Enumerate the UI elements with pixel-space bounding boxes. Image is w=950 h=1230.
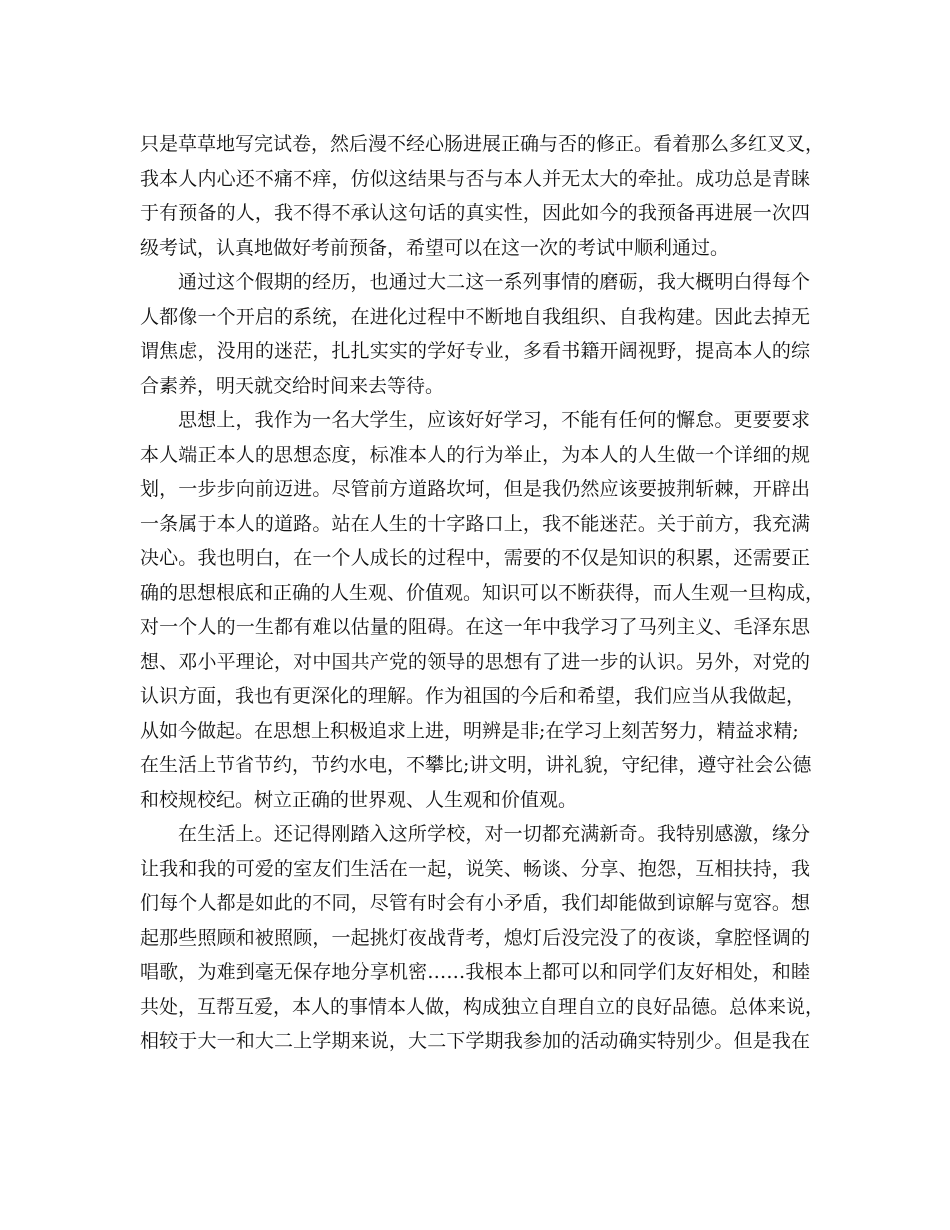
text-line: 划，一步步向前迈进。尽管前方道路坎坷，但是我仍然应该要披荆斩棘，开辟出 <box>140 478 810 500</box>
text-line: 确的思想根底和正确的人生观、价值观。知识可以不断获得，而人生观一旦构成， <box>140 581 825 604</box>
text-line: 决心。我也明白，在一个人成长的过程中，需要的不仅是知识的积累，还需要正 <box>140 547 810 569</box>
paragraph-first-line: 在生活上。还记得刚踏入这所学校，对一切都充满新奇。我特别感激，缘分 <box>178 823 810 845</box>
text-line: 谓焦虑，没用的迷茫，扎扎实实的学好专业，多看书籍开阔视野，提高本人的综 <box>140 340 810 362</box>
paragraph-first-line: 通过这个假期的经历，也通过大二这一系列事情的磨砺，我大概明白得每个 <box>178 271 810 293</box>
text-line: 唱歌，为难到毫无保存地分享机密……我根本上都可以和同学们友好相处，和睦 <box>140 961 810 983</box>
text-line: 起那些照顾和被照顾，一起挑灯夜战背考，熄灯后没完没了的夜谈，拿腔怪调的 <box>140 926 810 949</box>
text-line: 们每个人都是如此的不同，尽管有时会有小矛盾，我们却能做到谅解与宽容。想 <box>140 892 810 914</box>
text-line: 让我和我的可爱的室友们生活在一起，说笑、畅谈、分享、抱怨，互相扶持，我 <box>140 857 810 880</box>
text-line: 我本人内心还不痛不痒，仿似这结果与否与本人并无太大的牵扯。成功总是青睐 <box>140 167 810 190</box>
text-line: 在生活上节省节约，节约水电，不攀比;讲文明，讲礼貌，守纪律，遵守社会公德 <box>140 754 812 776</box>
text-line: 于有预备的人，我不得不承认这句话的真实性，因此如今的我预备再进展一次四 <box>140 202 810 224</box>
text-line: 共处，互帮互爱，本人的事情本人做，构成独立自理自立的良好品德。总体来说， <box>140 995 825 1018</box>
text-line: 想、邓小平理论，对中国共产党的领导的思想有了进一步的认识。另外，对党的 <box>140 650 810 673</box>
text-line: 和校规校纪。树立正确的世界观、人生观和价值观。 <box>140 788 578 811</box>
text-line: 合素养，明天就交给时间来去等待。 <box>140 374 445 397</box>
text-line: 一条属于本人的道路。站在人生的十字路口上，我不能迷茫。关于前方，我充满 <box>140 512 810 535</box>
text-line: 级考试，认真地做好考前预备，希望可以在这一次的考试中顺利通过。 <box>140 236 730 259</box>
text-line: 只是草草地写完试卷，然后漫不经心肠进展正确与否的修正。看着那么多红叉叉， <box>140 133 825 155</box>
text-line: 相较于大一和大二上学期来说，大二下学期我参加的活动确实特别少。但是我在 <box>140 1030 810 1052</box>
text-line: 本人端正本人的思想态度，标准本人的行为举止，为本人的人生做一个详细的规 <box>140 443 810 466</box>
text-line: 人都像一个开启的系统，在进化过程中不断地自我组织、自我构建。因此去掉无 <box>140 305 810 328</box>
text-line: 认识方面，我也有更深化的理解。作为祖国的今后和希望，我们应当从我做起， <box>140 685 806 707</box>
text-line: 对一个人的一生都有难以估量的阻碍。在这一年中我学习了马列主义、毛泽东思 <box>140 616 810 638</box>
paragraph-first-line: 思想上，我作为一名大学生，应该好好学习，不能有任何的懈怠。更要要求 <box>178 409 810 431</box>
document-body-text <box>140 127 825 1059</box>
text-line: 从如今做起。在思想上积极追求上进，明辨是非;在学习上刻苦努力，精益求精; <box>140 719 799 742</box>
